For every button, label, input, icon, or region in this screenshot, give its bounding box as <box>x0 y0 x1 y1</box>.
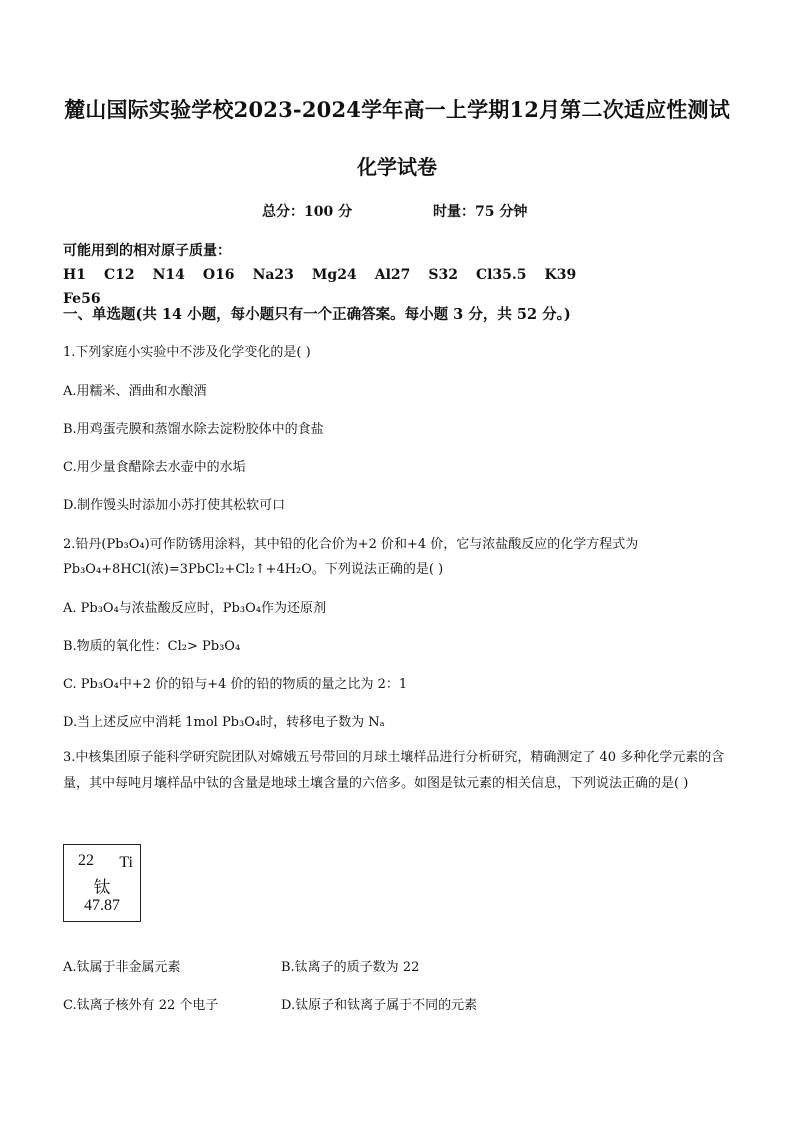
atomic-mass-item: Cl35.5 <box>475 267 527 283</box>
atomic-mass-item: O16 <box>202 267 235 283</box>
section-heading: 一、单选题(共 14 小题，每小题只有一个正确答案。每小题 3 分，共 52 分。) <box>63 306 571 323</box>
question-1-option-c: C.用少量食醋除去水壶中的水垢 <box>63 460 246 475</box>
atomic-mass-item: S32 <box>428 267 458 283</box>
exam-title: 麓山国际实验学校2023-2024学年高一上学期12月第二次适应性测试 <box>64 97 730 122</box>
question-2-stem-line2: Pb₃O₄+8HCl(浓)=3PbCl₂+Cl₂↑+4H₂O。下列说法正确的是( ) <box>63 562 444 577</box>
exam-time: 时量：75 分钟 <box>433 204 528 220</box>
atomic-mass-item: H1 <box>63 267 86 283</box>
atomic-mass: 47.87 <box>84 897 120 914</box>
total-score: 总分：100 分 <box>262 204 353 220</box>
question-3-option-b: B.钛离子的质子数为 22 <box>281 960 420 975</box>
question-1-stem: 1.下列家庭小实验中不涉及化学变化的是( ) <box>63 345 311 360</box>
question-3-option-a: A.钛属于非金属元素 <box>63 960 181 975</box>
question-1-option-b: B.用鸡蛋壳膜和蒸馏水除去淀粉胶体中的食盐 <box>63 422 324 437</box>
question-2-option-a: A. Pb₃O₄与浓盐酸反应时，Pb₃O₄作为还原剂 <box>63 601 326 616</box>
question-2-stem-line1: 2.铅丹(Pb₃O₄)可作防锈用涂料，其中铅的化合价为+2 价和+4 价，它与浓盐酸反应的化学方程式为 <box>63 537 639 552</box>
question-3-option-c: C.钛离子核外有 22 个电子 <box>63 998 219 1013</box>
atomic-mass-item: Al27 <box>374 267 411 283</box>
question-3-option-d: D.钛原子和钛离子属于不同的元素 <box>281 998 478 1013</box>
question-2-option-d: D.当上述反应中消耗 1mol Pb₃O₄时，转移电子数为 Nₐ <box>63 715 385 730</box>
atomic-masses-label: 可能用到的相对原子质量： <box>63 243 231 259</box>
atomic-mass-item: N14 <box>152 267 185 283</box>
question-1-option-a: A.用糯米、酒曲和水酿酒 <box>63 384 207 399</box>
question-1-option-d: D.制作馒头时添加小苏打使其松软可口 <box>63 498 286 513</box>
question-3-stem: 3.中核集团原子能科学研究院团队对嫦娥五号带回的月球土壤样品进行分析研究，精确测定了 40 多种化学元素的含量，其中每吨月壤样品中钛的含量是地球土壤含量的六倍多。如图是钛元素的相关信息，下列说法正确的是( ) <box>63 750 725 791</box>
element-name: 钛 <box>93 878 111 898</box>
question-2-option-c: C. Pb₃O₄中+2 价的铅与+4 价的铅的物质的量之比为 2：1 <box>63 677 408 692</box>
exam-subtitle: 化学试卷 <box>357 155 437 179</box>
atomic-number: 22 <box>78 852 94 869</box>
titanium-element-tile <box>63 844 141 922</box>
atomic-mass-item: K39 <box>544 267 577 283</box>
element-symbol: Ti <box>119 854 133 871</box>
question-2-option-b: B.物质的氧化性：Cl₂> Pb₃O₄ <box>63 639 241 654</box>
atomic-mass-item: Na23 <box>252 267 294 283</box>
atomic-masses <box>63 239 743 311</box>
atomic-mass-item: Fe56 <box>63 291 101 307</box>
atomic-mass-item: C12 <box>103 267 135 283</box>
atomic-mass-item: Mg24 <box>311 267 357 283</box>
